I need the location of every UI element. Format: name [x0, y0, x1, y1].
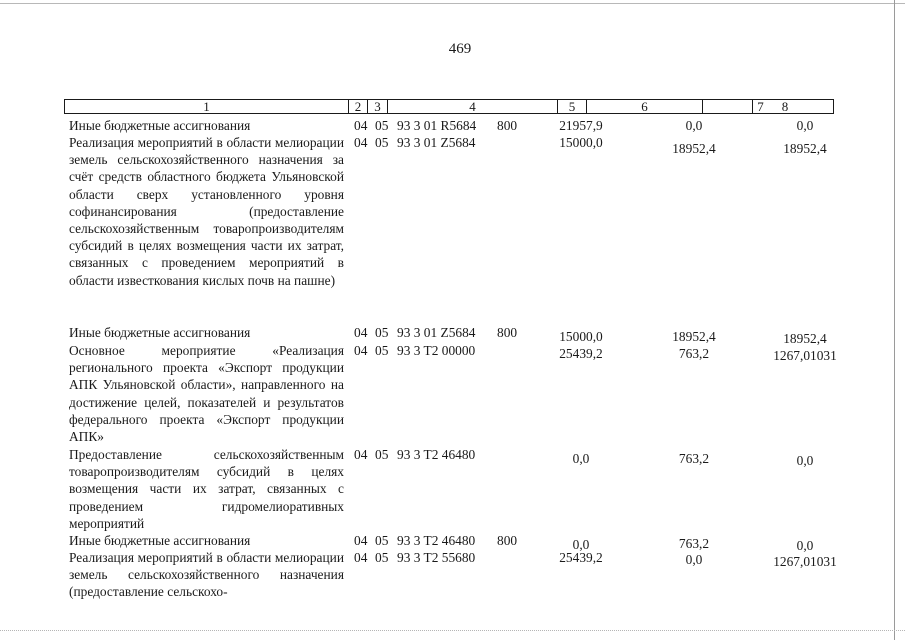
- row-expense-type: 800: [497, 533, 518, 548]
- row-value-6: 25439,2: [559, 346, 603, 361]
- row-subsection: 05: [375, 550, 389, 565]
- row-subsection: 05: [375, 343, 389, 358]
- row-name: Иные бюджетные ассигнования: [69, 533, 251, 548]
- row-name: Предоставление сельскохозяйственным товаропроизводителям субсидий в целях возмещения части их затрат, связанных с проведением гидромелиоративных мероприятий: [69, 447, 344, 531]
- header-col-2: 2: [349, 100, 368, 113]
- row-value-7: 0,0: [685, 118, 703, 133]
- row-subsection: 05: [375, 447, 389, 462]
- row-value-6: 21957,9: [559, 118, 603, 133]
- row-value-7: 763,2: [678, 536, 710, 551]
- row-value-6: 15000,0: [559, 135, 603, 150]
- row-name: Реализация мероприятий в области мелиорации земель сельскохозяйственного назначения за счёт средств областного бюджета Ульяновской области сверх установленного уровня софинансирования (предоставление сельскохозяйственным товаропроизводителям субсидий в целях возмещения части их затрат, связанных с проведением мероприятий в области известкования кислых почв на пашне): [69, 135, 344, 288]
- row-value-7: 18952,4: [672, 141, 716, 156]
- header-col-4: 4: [388, 100, 558, 113]
- table-header-row: [64, 99, 834, 114]
- row-section: 04: [354, 550, 368, 565]
- header-col-7: 7: [757, 99, 764, 114]
- row-target-article: 93 3 T2 46480: [397, 533, 476, 548]
- row-subsection: 05: [375, 135, 389, 150]
- scan-edge-top: [0, 3, 905, 4]
- row-expense-type: 800: [497, 325, 518, 340]
- header-col-6: 6: [587, 100, 703, 113]
- row-value-8: 18952,4: [783, 141, 827, 156]
- row-subsection: 05: [375, 533, 389, 548]
- row-name: Иные бюджетные ассигнования: [69, 325, 251, 340]
- row-value-8: 1267,01031: [773, 348, 837, 363]
- header-col-1: 1: [65, 100, 349, 113]
- scan-edge-bottom: [0, 630, 905, 631]
- row-value-7: 763,2: [678, 451, 710, 466]
- row-expense-type: 800: [497, 118, 518, 133]
- row-value-6: 25439,2: [559, 550, 603, 565]
- row-section: 04: [354, 325, 368, 340]
- row-section: 04: [354, 533, 368, 548]
- row-value-8: 1267,01031: [773, 554, 837, 569]
- row-section: 04: [354, 135, 368, 150]
- row-target-article: 93 3 01 R5684: [397, 118, 477, 133]
- row-value-7: 18952,4: [672, 329, 716, 344]
- row-value-8: 0,0: [796, 118, 814, 133]
- row-value-6: 0,0: [572, 537, 590, 552]
- header-col-3: 3: [368, 100, 388, 113]
- row-name: Иные бюджетные ассигнования: [69, 118, 251, 133]
- page-number: 469: [448, 41, 472, 57]
- row-section: 04: [354, 118, 368, 133]
- row-subsection: 05: [375, 325, 389, 340]
- row-target-article: 93 3 T2 55680: [397, 550, 476, 565]
- row-target-article: 93 3 01 Z5684: [397, 325, 476, 340]
- row-target-article: 93 3 01 Z5684: [397, 135, 476, 150]
- row-target-article: 93 3 T2 46480: [397, 447, 476, 462]
- row-value-8: 18952,4: [783, 331, 827, 346]
- header-col-8: 8: [781, 99, 789, 114]
- scan-edge-right: [894, 0, 895, 640]
- header-divider: [752, 99, 753, 114]
- row-target-article: 93 3 T2 00000: [397, 343, 476, 358]
- row-value-6: 0,0: [572, 451, 590, 466]
- row-value-7: 0,0: [685, 552, 703, 567]
- row-value-7: 763,2: [678, 346, 710, 361]
- row-value-8: 0,0: [796, 538, 814, 553]
- header-col-5: 5: [558, 100, 587, 113]
- row-section: 04: [354, 447, 368, 462]
- row-value-6: 15000,0: [559, 329, 603, 344]
- row-name: Основное мероприятие «Реализация регионального проекта «Экспорт продукции АПК Ульяновской области», направленного на достижение целей, показателей и результатов федерального проекта «Экспорт продукции АПК»: [69, 343, 344, 445]
- row-value-8: 0,0: [796, 453, 814, 468]
- row-name: Реализация мероприятий в области мелиорации земель сельскохозяйственного назначения (предоставление сельскохо-: [69, 550, 344, 600]
- row-section: 04: [354, 343, 368, 358]
- row-subsection: 05: [375, 118, 389, 133]
